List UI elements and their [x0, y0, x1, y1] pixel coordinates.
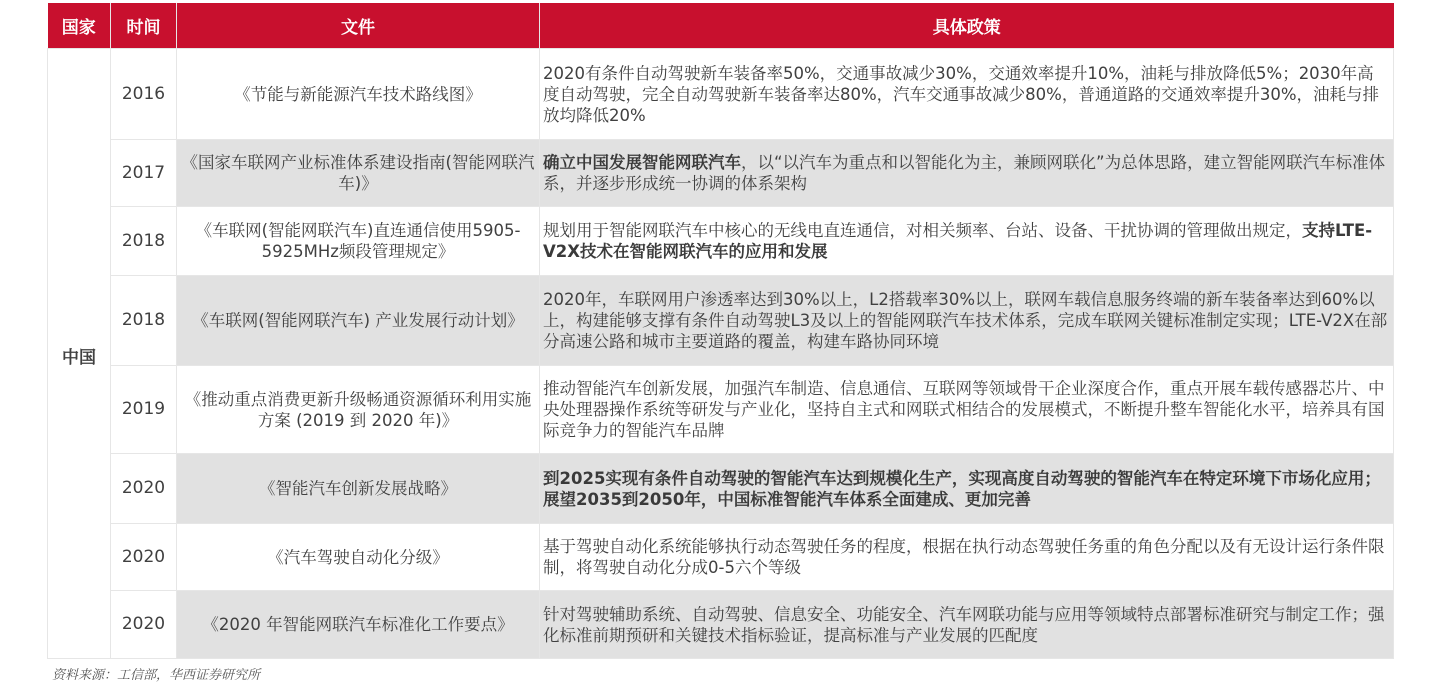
- country-cell: 中国: [48, 49, 111, 659]
- year-cell: 2018: [111, 207, 177, 276]
- policy-text: 针对驾驶辅助系统、自动驾驶、信息安全、功能安全、汽车网联功能与应用等领域特点部署标准研究与制定工作；强化标准前期预研和关键技术指标验证，提高标准与产业发展的匹配度: [543, 604, 1385, 645]
- document-cell: 《车联网(智能网联汽车)直连通信使用5905-5925MHz频段管理规定》: [177, 207, 540, 276]
- table-row: [48, 591, 1394, 659]
- year-cell: 2016: [111, 49, 177, 140]
- policy-bold: 到2025实现有条件自动驾驶的智能汽车达到规模化生产，实现高度自动驾驶的智能汽车在特定环境下市场化应用；展望2035到2050年，中国标准智能汽车体系全面建成、更加完善: [543, 468, 1381, 509]
- document-cell: 《推动重点消费更新升级畅通资源循环利用实施方案 (2019 到 2020 年)》: [177, 366, 540, 454]
- table-row: [48, 49, 1394, 140]
- table-row: [48, 140, 1394, 207]
- policy-cell: [540, 276, 1394, 366]
- document-cell: 《2020 年智能网联汽车标准化工作要点》: [177, 591, 540, 659]
- policy-text: ，以“以汽车为重点和以智能化为主，兼顾网联化”为总体思路，建立智能网联汽车标准体系，并逐步形成统一协调的体系架构: [543, 153, 1386, 193]
- header-year: 时间: [111, 3, 177, 49]
- policy-cell: [540, 366, 1394, 454]
- year-cell: 2018: [111, 276, 177, 366]
- header-document: 文件: [177, 3, 540, 49]
- policy-cell: [540, 207, 1394, 276]
- policy-cell: [540, 454, 1394, 524]
- table-row: [48, 207, 1394, 276]
- policy-cell: [540, 524, 1394, 591]
- header-country: 国家: [48, 3, 111, 49]
- policy-cell: [540, 591, 1394, 659]
- year-cell: 2020: [111, 454, 177, 524]
- policy-table: [47, 3, 1394, 659]
- policy-text: 基于驾驶自动化系统能够执行动态驾驶任务的程度，根据在执行动态驾驶任务重的角色分配以及有无设计运行条件限制，将驾驶自动化分成0-5六个等级: [543, 537, 1385, 577]
- year-cell: 2019: [111, 366, 177, 454]
- table-row: [48, 524, 1394, 591]
- header-row: [48, 3, 1394, 49]
- table-row: [48, 276, 1394, 366]
- source-note: 资料来源：工信部，华西证券研究所: [52, 668, 261, 683]
- policy-text: 推动智能汽车创新发展，加强汽车制造、信息通信、互联网等领域骨干企业深度合作，重点开展车载传感器芯片、中央处理器操作系统等研发与产业化，坚持自主式和网联式相结合的发展模式，不断提升整车智能化水平，培养具有国际竞争力的智能汽车品牌: [543, 379, 1385, 440]
- year-cell: 2020: [111, 591, 177, 659]
- document-cell: 《汽车驾驶自动化分级》: [177, 524, 540, 591]
- table-row: [48, 454, 1394, 524]
- year-cell: 2020: [111, 524, 177, 591]
- policy-text: 2020年，车联网用户渗透率达到30%以上，L2搭载率30%以上，联网车载信息服务终端的新车装备率达到60%以上，构建能够支撑有条件自动驾驶L3及以上的智能网联汽车技术体系，完成车联网关键标准制定实现；LTE-V2X在部分高速公路和城市主要道路的覆盖，构建车路协同环境: [543, 290, 1388, 351]
- document-cell: 《车联网(智能网联汽车) 产业发展行动计划》: [177, 276, 540, 366]
- policy-cell: [540, 140, 1394, 207]
- policy-cell: [540, 49, 1394, 140]
- policy-text: 规划用于智能网联汽车中核心的无线电直连通信，对相关频率、台站、设备、干扰协调的管理做出规定，: [543, 221, 1302, 240]
- document-cell: 《智能汽车创新发展战略》: [177, 454, 540, 524]
- policy-bold: 确立中国发展智能网联汽车: [543, 153, 741, 172]
- policy-tail-bold: 支持LTE-V2X技术在智能网联汽车的应用和发展: [543, 221, 1373, 261]
- document-cell: 《国家车联网产业标准体系建设指南(智能网联汽车)》: [177, 140, 540, 207]
- document-cell: 《节能与新能源汽车技术路线图》: [177, 49, 540, 140]
- year-cell: 2017: [111, 140, 177, 207]
- header-policy: 具体政策: [540, 3, 1394, 49]
- table-row: [48, 366, 1394, 454]
- policy-text: 2020有条件自动驾驶新车装备率50%，交通事故减少30%，交通效率提升10%，油耗与排放降低5%；2030年高度自动驾驶，完全自动驾驶新车装备率达80%，汽车交通事故减少80%，普通道路的交通效率提升30%，油耗与排放均降低20%: [543, 63, 1380, 125]
